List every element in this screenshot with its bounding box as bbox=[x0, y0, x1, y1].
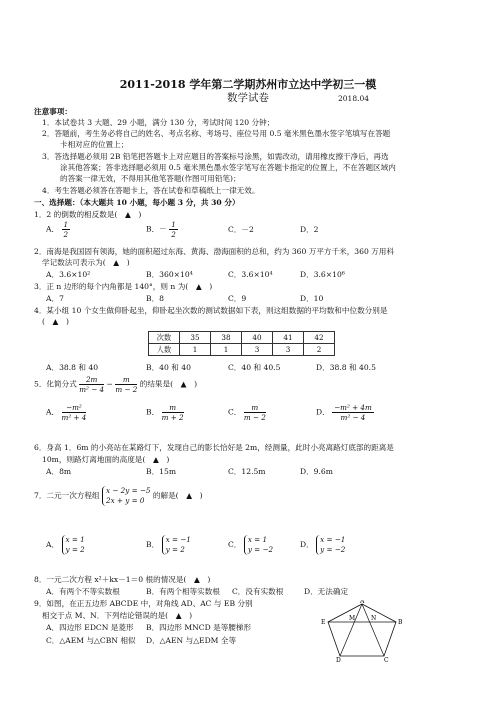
section-1-heading: 一、选择题：（本大题共 10 小题，每小题 3 分，共 30 分） bbox=[34, 198, 240, 207]
pentagon-figure bbox=[318, 600, 408, 662]
q8-option-d: D．无法确定 bbox=[304, 587, 349, 596]
q8-option-c: C．没有实数根 bbox=[232, 587, 284, 596]
table-cell: 40 bbox=[242, 332, 273, 344]
table-cell: 3 bbox=[273, 344, 304, 356]
note-3-cont1: 涂其他答案；答非选择题必须用 0.5 毫米黑色墨水签字笔写在答题卡指定的位置上，不在答题区域内 bbox=[60, 163, 396, 172]
table-cell: 1 bbox=[211, 344, 242, 356]
q5-stem: 5．化简分式 $\frac{2m}{\text{m² − 4}}$ − $\frac{m}{m - 2}$ 的结果是( ▲ ) bbox=[34, 375, 198, 394]
q5-option-b: B． $\frac{m}{m + 2}$ bbox=[146, 403, 184, 422]
pentagon-outline bbox=[328, 604, 396, 656]
table-cell: 2 bbox=[304, 344, 335, 356]
diagonal-ac bbox=[362, 604, 384, 656]
q5-option-d: D． $\frac{\text{−m² + 4m}}{\text{m² − 4}}$ bbox=[316, 403, 372, 422]
q9-option-a: A．四边形 EDCN 是菱形 bbox=[46, 623, 134, 632]
q9-option-c: C．△AEM 与△CBN 相似 bbox=[46, 636, 136, 645]
diagonal-ad bbox=[340, 604, 362, 656]
q3-option-a: A．7 bbox=[46, 294, 64, 303]
table-cell: 41 bbox=[273, 332, 304, 344]
q2-stem-cont: 学记数法可表示为( ▲ ) bbox=[42, 258, 130, 267]
notes-heading: 注意事项： bbox=[34, 107, 72, 116]
table-cell: 1 bbox=[180, 344, 211, 356]
q4-option-c: C．40 和 40.5 bbox=[228, 363, 281, 372]
q6-option-b: B．15m bbox=[146, 467, 177, 476]
label-b: B bbox=[398, 619, 403, 626]
q7-option-a: A． x = 1 y = 2 bbox=[46, 535, 85, 554]
q6-stem: 6．身高 1．6m 的小亮站在某路灯下，发现自己的影长恰好是 2m，经测量，此时小亮离路灯底部的距离是 bbox=[34, 443, 394, 452]
label-c: C bbox=[384, 657, 389, 662]
q5-option-c: C． $\frac{m}{m - 2}$ bbox=[228, 403, 266, 422]
table-row bbox=[149, 332, 335, 344]
table-cell: 35 bbox=[180, 332, 211, 344]
q6-stem-cont: 10m，则路灯离地面的高度是( ▲ ) bbox=[42, 455, 170, 464]
label-a: A bbox=[360, 600, 365, 605]
q3-stem: 3．正 n 边形的每个内角都是 140°，则 n 为( ▲ ) bbox=[34, 282, 213, 291]
q2-option-c: C．3.6×10⁴ bbox=[228, 270, 273, 279]
q4-option-b: B．40 和 40 bbox=[146, 363, 191, 372]
q3-option-c: C．9 bbox=[228, 294, 247, 303]
q4-stem-cont: ( ▲ ) bbox=[42, 317, 69, 326]
note-3: 3．答选择题必须用 2B 铅笔把答题卡上对应题目的答案标号涂黑，如需改动，请用橡皮擦干净后，再选 bbox=[42, 152, 389, 161]
table-row bbox=[149, 344, 335, 356]
note-2-cont: 卡相对应的位置上； bbox=[60, 140, 129, 149]
q8-stem: 8．一元二次方程 x²＋kx－1＝0 根的情况是( ▲ ) bbox=[34, 575, 211, 584]
q2-option-a: A．3.6×10² bbox=[46, 270, 91, 279]
q9-stem: 9．如图，在正五边形 ABCDE 中，对角线 AD、AC 与 EB 分别 bbox=[34, 599, 253, 608]
q4-option-a: A．38.8 和 40 bbox=[46, 363, 99, 372]
q8-option-b: B．有两个相等实数根 bbox=[146, 587, 220, 596]
label-d: D bbox=[336, 657, 341, 662]
q9-option-b: B．四边形 MNCD 是等腰梯形 bbox=[146, 623, 252, 632]
label-m: M bbox=[349, 615, 356, 622]
q8-option-a: A．有两个不等实数根 bbox=[46, 587, 120, 596]
q4-data-table bbox=[148, 331, 335, 356]
q1-stem: 1．2 的倒数的相反数是( ▲ ) bbox=[34, 210, 142, 219]
q6-option-d: D．9.6m bbox=[300, 467, 333, 476]
note-1: 1．本试卷共 3 大题、29 小题，满分 130 分，考试时间 120 分钟； bbox=[42, 118, 275, 127]
q7-stem: 7．二元一次方程组 x − 2y = −5 2x + y = 0 的解是( ▲ ) bbox=[34, 486, 203, 505]
q1-option-d: D．2 bbox=[300, 225, 319, 234]
table-cell: 次数 bbox=[149, 332, 180, 344]
q4-option-d: D．38.8 和 40.5 bbox=[316, 363, 376, 372]
q3-option-b: B．8 bbox=[146, 294, 165, 303]
q9-option-d: D．△AEN 与△EDM 全等 bbox=[146, 636, 237, 645]
q6-option-a: A．8m bbox=[46, 467, 72, 476]
table-cell: 42 bbox=[304, 332, 335, 344]
q3-option-d: D．10 bbox=[300, 294, 324, 303]
q2-option-d: D．3.6×10⁶ bbox=[300, 270, 345, 279]
label-e: E bbox=[321, 619, 326, 626]
q1-option-a: A． $\frac{1}{2}$ bbox=[46, 220, 69, 239]
q7-option-d: D． x = −1 y = −2 bbox=[300, 535, 346, 554]
q1-option-b: B．－ $\frac{1}{2}$ bbox=[146, 220, 176, 239]
note-3-cont2: 的答案一律无效，不得用其他笔答题(作图可用铅笔)； bbox=[60, 174, 241, 183]
note-2: 2．答题前，考生务必将自己的姓名、考点名称、考场号、座位号用 0.5 毫米黑色墨水签字笔填写在答题 bbox=[42, 129, 391, 138]
label-n: N bbox=[371, 615, 377, 622]
table-cell: 3 bbox=[242, 344, 273, 356]
q5-option-a: A． $\frac{\text{−m²}}{\text{m² + 4}}$ bbox=[46, 403, 87, 422]
q4-stem: 4．某小组 10 个女生做仰卧起坐，仰卧起坐次数的测试数据如下表，则这组数据的平均数和中位数分别是 bbox=[34, 306, 388, 315]
q7-option-b: B． x = −1 y = 2 bbox=[146, 535, 191, 554]
q1-option-c: C．－2 bbox=[228, 225, 254, 234]
table-cell: 38 bbox=[211, 332, 242, 344]
q6-option-c: C．12.5m bbox=[228, 467, 266, 476]
exam-subtitle: 数学试卷 bbox=[227, 92, 269, 104]
q2-stem: 2．南海是我国固有领海，她的面积超过东海、黄海、渤海面积的总和，约为 360 万平方千米，360 万用科 bbox=[34, 247, 394, 256]
exam-title: 2011-2018 学年第二学期苏州市立达中学初三一模 bbox=[119, 78, 377, 91]
exam-date: 2018.04 bbox=[338, 94, 370, 103]
q9-stem-cont: 相交于点 M、N．下列结论错误的是( ▲ ) bbox=[42, 611, 193, 620]
q2-option-b: B．360×10⁴ bbox=[146, 270, 193, 279]
note-4: 4．考生答题必须答在答题卡上，答在试卷和草稿纸上一律无效。 bbox=[42, 186, 260, 195]
q7-option-c: C． x = 1 y = −2 bbox=[228, 535, 274, 554]
table-cell: 人数 bbox=[149, 344, 180, 356]
